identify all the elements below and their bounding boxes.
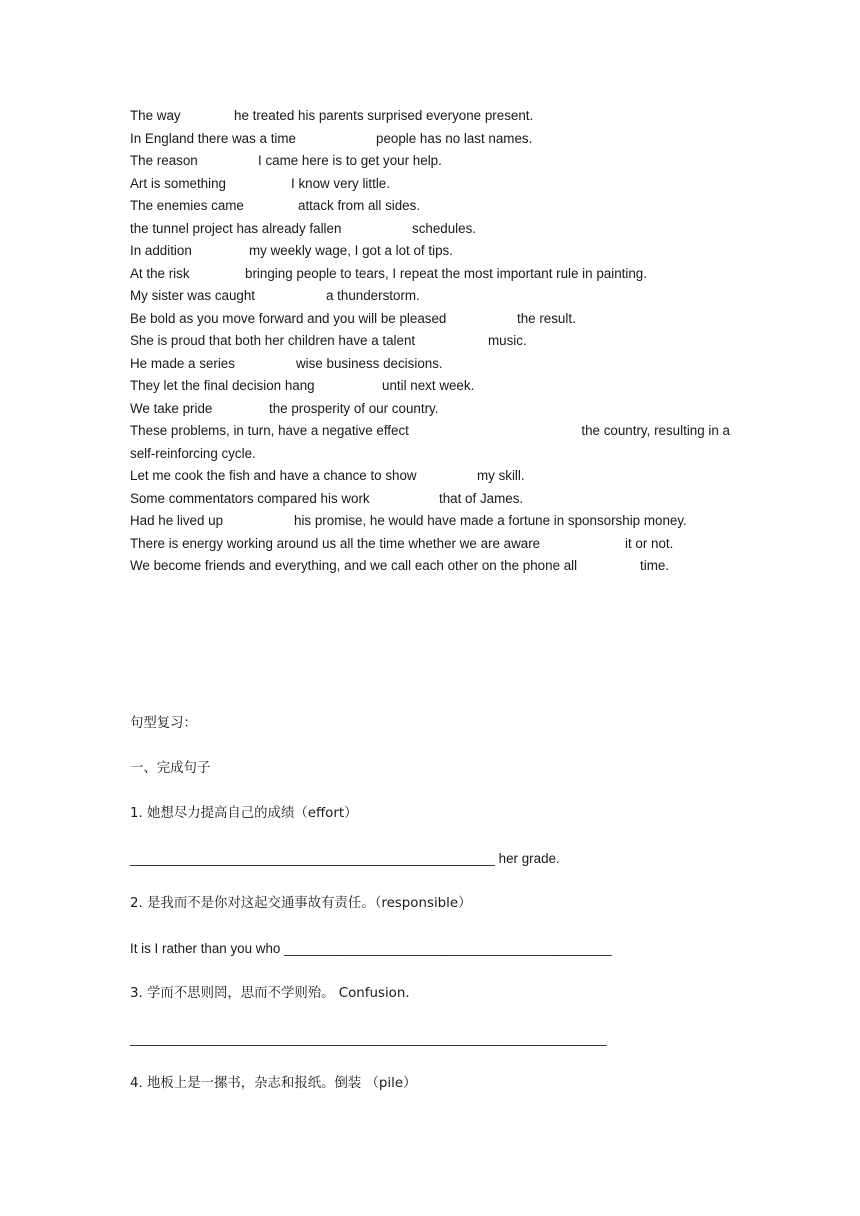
line-text-after: time. <box>640 558 670 573</box>
line-text-before: The enemies came <box>130 198 244 213</box>
exercise-line <box>130 465 730 488</box>
exercise-line <box>130 533 730 556</box>
line-text-after: music. <box>488 333 527 348</box>
line-text-before: the tunnel project has already fallen <box>130 220 342 236</box>
line-text-after: wise business decisions. <box>296 355 443 371</box>
exercise-line <box>130 128 730 151</box>
question-prompt: 3. 学而不思则罔，思而不学则殆。 Confusion. <box>130 986 410 1001</box>
line-text-after: that of James. <box>439 490 524 506</box>
line-text-after: his promise, he would have made a fortune in sponsorship money. <box>294 513 687 528</box>
line-text-after: a thunderstorm. <box>326 288 420 303</box>
exercise-line-justified <box>130 420 730 443</box>
answer-blank-line: ________________________________________________________________ <box>130 1031 607 1046</box>
question-prompt: 2. 是我而不是你对这起交通事故有责任。（responsible） <box>130 896 472 911</box>
line-text-before: The reason <box>130 153 198 168</box>
line-text-before: Art is something <box>130 175 227 191</box>
exercise-line <box>130 285 730 308</box>
line-text-after: my skill. <box>477 468 525 483</box>
line-text-after: the result. <box>517 310 576 326</box>
exercise-line <box>130 330 730 353</box>
line-text-before: My sister was caught <box>130 288 256 303</box>
exercise-line <box>130 173 730 196</box>
line-text-after: bringing people to tears, I repeat the most important rule in painting. <box>245 265 647 281</box>
line-text-before: We take pride <box>130 400 213 416</box>
line-text-after: the country, resulting in a <box>581 423 730 438</box>
line-text-before: Had he lived up <box>130 513 224 528</box>
line-text-before: The way <box>130 108 181 123</box>
answer-blank-line: _________________________________________________ her grade. <box>130 851 560 866</box>
line-text-after: my weekly wage, I got a lot of tips. <box>249 243 453 258</box>
line-text-before: There is energy working around us all the time whether we are aware <box>130 535 541 551</box>
line-text-after: I know very little. <box>291 175 390 191</box>
line-text-after: people has no last names. <box>376 130 533 146</box>
exercise-line <box>130 488 730 511</box>
line-text-continuation: self-reinforcing cycle. <box>130 445 256 461</box>
exercise-line-continuation <box>130 443 730 466</box>
line-text-after: attack from all sides. <box>298 198 421 213</box>
exercise-line <box>130 105 730 128</box>
exercise-line <box>130 353 730 376</box>
line-text-before: At the risk <box>130 265 190 281</box>
line-text-after: I came here is to get your help. <box>258 153 442 168</box>
exercise-line <box>130 218 730 241</box>
line-text-before: We become friends and everything, and we call each other on the phone all <box>130 558 578 573</box>
question-prompt: 4. 地板上是一摞书，杂志和报纸。倒装 （pile） <box>130 1076 417 1091</box>
answer-blank-line: It is I rather than you who ____________________________________________ <box>130 941 612 956</box>
line-text-before: He made a series <box>130 355 235 371</box>
review-heading: 句型复习： <box>130 716 197 731</box>
line-text-before: These problems, in turn, have a negative effect <box>130 423 409 438</box>
exercise-line <box>130 510 730 533</box>
exercise-line <box>130 398 730 421</box>
line-text-before: Be bold as you move forward and you will be pleased <box>130 310 447 326</box>
line-text-before: Let me cook the fish and have a chance to show <box>130 468 417 483</box>
line-text-after: he treated his parents surprised everyone present. <box>234 108 534 123</box>
exercise-line <box>130 375 730 398</box>
line-text-after: the prosperity of our country. <box>269 400 439 416</box>
line-text-before: In addition <box>130 243 192 258</box>
section-title: 一、完成句子 <box>130 761 211 776</box>
fill-in-blank-exercise <box>130 105 730 578</box>
exercise-line <box>130 240 730 263</box>
exercise-line <box>130 263 730 286</box>
exercise-line <box>130 555 730 578</box>
line-text-before: They let the final decision hang <box>130 378 315 393</box>
line-text-after: it or not. <box>625 535 674 551</box>
line-text-before: In England there was a time <box>130 130 296 146</box>
question-prompt: 1. 她想尽力提高自己的成绩（effort） <box>130 806 358 821</box>
exercise-line <box>130 308 730 331</box>
exercise-line <box>130 195 730 218</box>
line-text-after: until next week. <box>382 378 475 393</box>
exercise-line <box>130 150 730 173</box>
line-text-before: Some commentators compared his work <box>130 490 370 506</box>
line-text-after: schedules. <box>412 220 477 236</box>
line-text-before: She is proud that both her children have a talent <box>130 333 416 348</box>
